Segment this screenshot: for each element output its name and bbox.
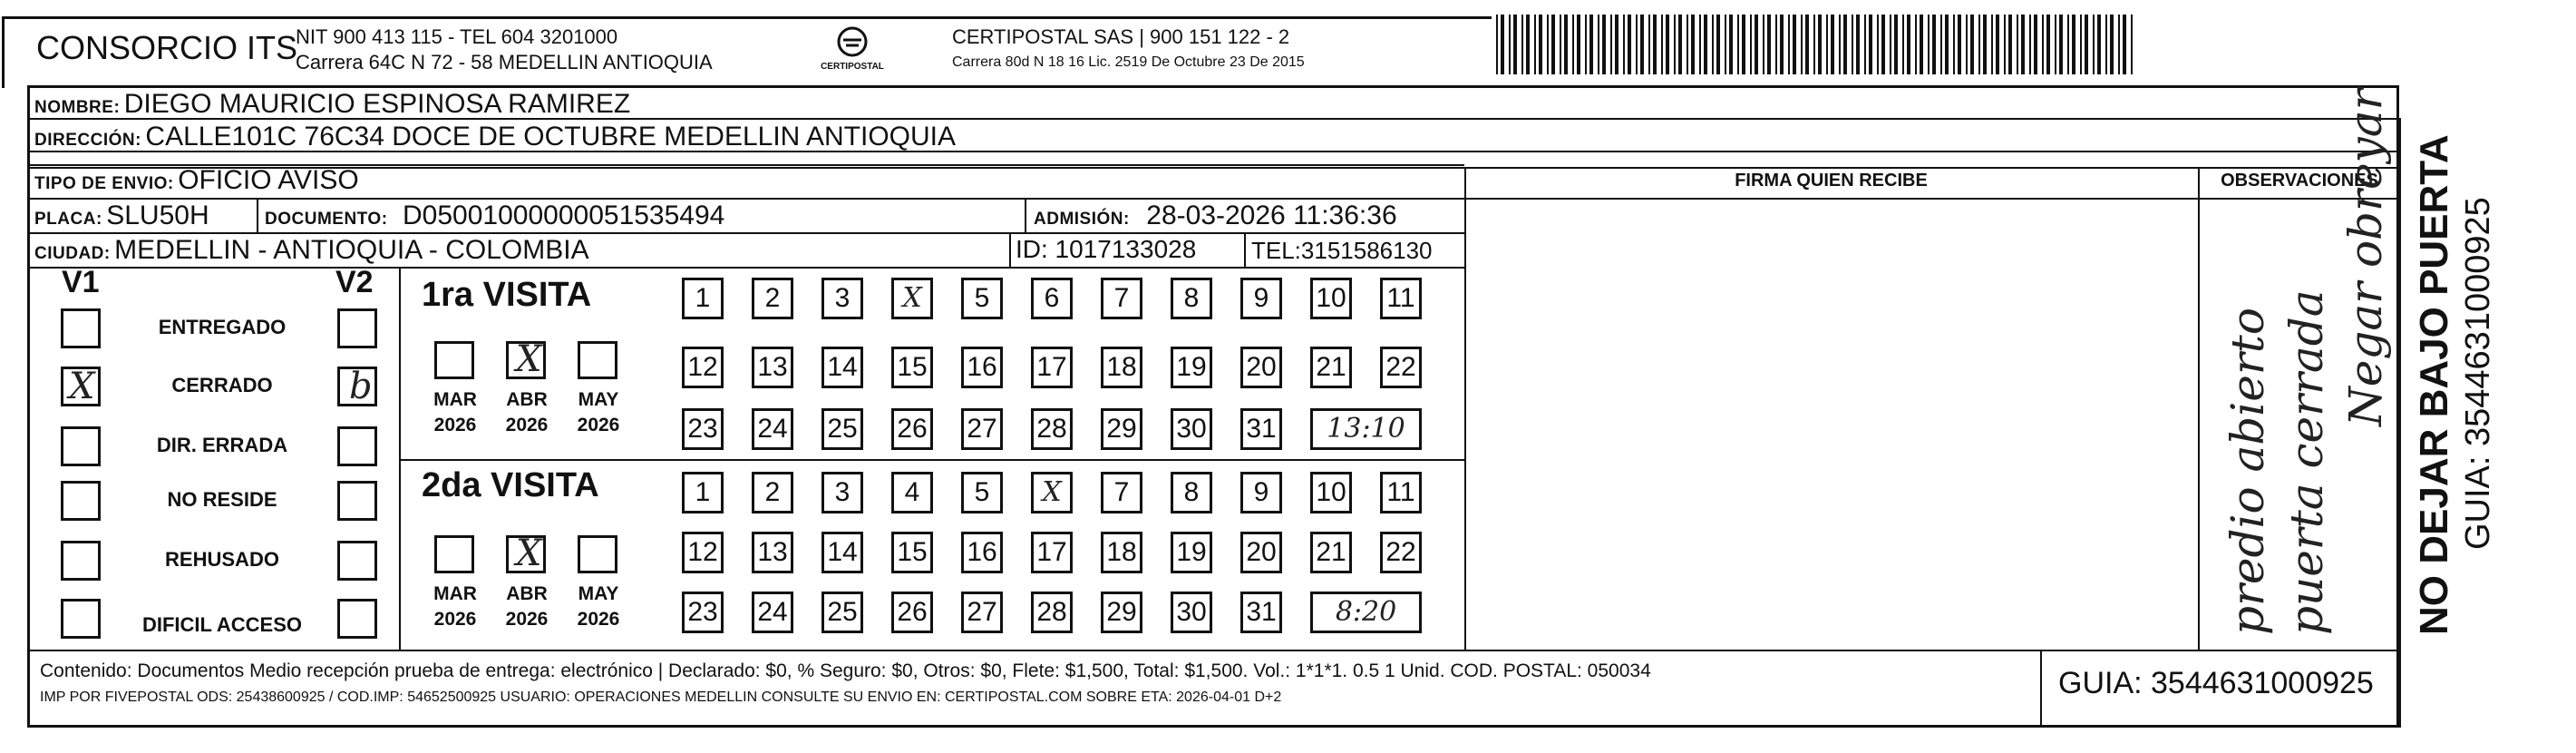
v1-checkbox[interactable] [61,599,101,639]
first-visit-day-box[interactable]: 3 [821,278,863,319]
tel-value: TEL:3151586130 [1251,237,1433,264]
status-label: ENTREGADO [158,316,287,338]
barcode-bar [1602,15,1606,74]
barcode-bar [1564,15,1568,74]
nombre-row [34,89,630,120]
barcode-bar [1509,15,1511,74]
barcode-bar [2059,15,2063,74]
first-visit-month-name: ABR [506,389,548,410]
second-visit-day-box[interactable]: 29 [1101,592,1142,633]
first-visit-day-box[interactable]: 17 [1031,347,1073,388]
barcode-bar [1661,15,1663,74]
first-visit-time-box[interactable]: 13:10 [1310,408,1422,450]
barcode-bar [1496,15,1498,74]
barcode-bar [1666,15,1669,74]
admision-value: 28-03-2026 11:36:36 [1146,200,1397,230]
second-visit-day-box[interactable]: 15 [891,532,933,573]
first-visit-day-box[interactable]: 1 [682,278,724,319]
first-visit-month-checkbox[interactable] [434,341,474,379]
handwriting-line2: puerta cerrada [2280,289,2333,635]
first-visit-month-name: MAY [578,389,619,410]
barcode-bar [1864,15,1866,74]
second-visit-day-box[interactable]: 21 [1310,532,1352,573]
second-visit-day-box[interactable]: 9 [1240,472,1282,513]
handwriting-line1: predio abierto [2221,308,2274,635]
v1-label: V1 [62,265,100,299]
barcode-bar [1729,15,1733,74]
barcode-bar [1801,15,1803,74]
barcode-bar [1623,15,1625,74]
admision-row [1034,200,1397,231]
first-visit-day-box[interactable]: X [891,278,933,319]
barcode-bar [1852,15,1853,74]
second-visit-month-year: 2026 [577,609,620,630]
second-visit-day-box[interactable]: 30 [1171,592,1212,633]
col-line [2399,118,2401,728]
second-visit-day-box[interactable]: 16 [961,532,1003,573]
first-visit-day-box[interactable]: 16 [961,347,1003,388]
handwriting-line3: Negar obreyar [2339,88,2392,426]
barcode-bar [1991,15,1993,74]
barcode-bar [1572,15,1574,74]
first-visit-day-box[interactable]: 27 [961,408,1003,450]
tipo-value: OFICIO AVISO [178,165,359,195]
first-visit-month-checkbox[interactable] [578,341,617,379]
footer-line1: Contenido: Documentos Medio recepción prueba de entrega: electrónico | Declarado: $0, % Seguro: $0, Otros: $0, Flete: $1,500, Total: $1,500. Vol.: 1*1*1. 0.5 1 Unid. COD. POSTAL: 050034 [40,660,1651,681]
first-visit-day-box[interactable]: 10 [1310,278,1352,319]
direccion-label: DIRECCIÓN: [34,131,141,150]
barcode-bar [1966,15,1968,74]
first-visit-day-box[interactable]: 26 [891,408,933,450]
barcode-bar [2085,15,2088,74]
v1-checkbox[interactable] [61,308,101,348]
firma-label: FIRMA QUIEN RECIBE [1735,171,1928,191]
second-visit-day-box[interactable]: 27 [961,592,1003,633]
barcode-bar [2029,15,2031,74]
first-visit-day-box[interactable]: 19 [1171,347,1212,388]
first-visit-day-box[interactable]: 6 [1031,278,1073,319]
second-visit-month-checkbox[interactable] [434,535,474,573]
col-line [257,198,258,232]
row-line [27,267,1464,269]
barcode-bar [1699,15,1701,74]
barcode-bar [1687,15,1688,74]
company-nit: NIT 900 413 115 - TEL 604 3201000 [296,25,618,48]
barcode-bar [1983,15,1987,74]
barcode-bar [2055,15,2056,74]
barcode-bar [1958,15,1961,74]
barcode-bar [1648,15,1650,74]
barcode-bar [2118,15,2120,74]
footer-line2: IMP POR FIVEPOSTAL ODS: 25438600925 / COD.IMP: 54652500925 USUARIO: OPERACIONES MEDELLIN CONSULTE SU ENVIO EN: CERTIPOSTAL.COM SOBRE ETA: 2026-04-01 D+2 [40,689,1282,705]
second-visit-day-box[interactable]: 25 [821,592,863,633]
second-visit-day-box[interactable]: 8 [1171,472,1212,513]
first-visit-month-mark: X [516,338,542,380]
ciudad-label: CIUDAD: [34,244,111,263]
second-visit-day-box[interactable]: 4 [891,472,933,513]
v1-checkbox[interactable] [61,481,101,521]
second-visit-day-box[interactable]: 19 [1171,532,1212,573]
barcode-bar [2008,15,2012,74]
first-visit-day-box[interactable]: 23 [682,408,724,450]
first-visit-day-box[interactable]: 22 [1380,347,1422,388]
col-line [2198,167,2200,650]
barcode-bar [1894,15,1898,74]
tipo-row [34,165,359,196]
barcode-bar [1526,15,1530,74]
direccion-row [34,122,956,152]
id-value: ID: 1017133028 [1016,235,1197,263]
second-visit-day-box[interactable]: X [1031,472,1073,513]
barcode-bar [1750,15,1752,74]
barcode-bar [1805,15,1809,74]
second-visit-month-name: ABR [506,583,548,604]
v2-checkbox[interactable] [337,367,377,406]
barcode-bar [1640,15,1644,74]
v2-label: V2 [335,265,374,299]
barcode-bar [2021,15,2025,74]
barcode [1496,15,2140,74]
barcode-bar [1996,15,1999,74]
v1-checkbox[interactable] [61,541,101,581]
barcode-bar [1610,15,1612,74]
col-line [1009,232,1011,267]
barcode-bar [1881,15,1885,74]
ciudad-value: MEDELLIN - ANTIOQUIA - COLOMBIA [114,235,589,265]
barcode-bar [1869,15,1872,74]
v2-checkbox[interactable] [337,541,377,581]
company-address: Carrera 64C N 72 - 58 MEDELLIN ANTIOQUIA [296,51,713,73]
barcode-bar [2093,15,2095,74]
first-visit-day-box[interactable]: 5 [961,278,1003,319]
v1-checkbox[interactable] [61,367,101,406]
barcode-bar [2046,15,2050,74]
first-visit-day-box[interactable]: 15 [891,347,933,388]
barcode-bar [2042,15,2044,74]
first-visit-day-box[interactable]: 13 [752,347,793,388]
first-visit-day-box[interactable]: 29 [1101,408,1142,450]
v2-mark: b [349,366,373,407]
row-line [399,459,1464,461]
second-visit-title: 2da VISITA [422,466,599,504]
first-visit-month-year: 2026 [577,415,620,435]
second-visit-month-year: 2026 [433,609,477,630]
barcode-icon [1496,15,2140,74]
col-line [1244,232,1246,267]
barcode-bar [1678,15,1682,74]
side-warning: NO DEJAR BAJO PUERTA [2412,134,2456,635]
documento-row [265,200,724,231]
placa-value: SLU50H [106,200,209,230]
v2-checkbox[interactable] [337,308,377,348]
first-visit-day-box[interactable]: 24 [752,408,793,450]
barcode-bar [1978,15,1980,74]
first-visit-month-year: 2026 [433,415,477,435]
first-visit-day-box[interactable]: 9 [1240,278,1282,319]
second-visit-month-mark: X [516,533,542,574]
barcode-bar [2017,15,2018,74]
second-visit-day-box[interactable]: 11 [1380,472,1422,513]
row-line [27,167,2399,169]
barcode-bar [2097,15,2101,74]
first-visit-day-box[interactable]: 7 [1101,278,1142,319]
first-visit-day-box[interactable]: 28 [1031,408,1073,450]
second-visit-day-box[interactable]: 24 [752,592,793,633]
first-visit-month-name: MAR [433,389,477,410]
status-label: DIR. ERRADA [156,434,288,456]
second-visit-day-box[interactable]: 31 [1240,592,1282,633]
barcode-bar [1877,15,1879,74]
barcode-bar [1818,15,1822,74]
first-visit-day-box[interactable]: 21 [1310,347,1352,388]
barcode-bar [1839,15,1841,74]
barcode-bar [1501,15,1504,74]
barcode-bar [1560,15,1561,74]
col-line [1464,167,1466,650]
barcode-bar [1725,15,1726,74]
first-visit-day-box[interactable]: 31 [1240,408,1282,450]
first-visit-day-box[interactable]: 2 [752,278,793,319]
second-visit-day-box[interactable]: 22 [1380,532,1422,573]
second-visit-day-box[interactable]: 23 [682,592,724,633]
barcode-bar [1902,15,1904,74]
barcode-bar [1585,15,1587,74]
barcode-bar [2110,15,2114,74]
barcode-bar [1513,15,1517,74]
barcode-bar [2105,15,2107,74]
side-guia: GUIA: 3544631000925 [2459,197,2497,550]
barcode-bar [1534,15,1536,74]
second-visit-day-box[interactable]: 26 [891,592,933,633]
first-visit-day-box[interactable]: 25 [821,408,863,450]
second-visit-day-box[interactable]: 14 [821,532,863,573]
barcode-bar [1932,15,1936,74]
barcode-bar [1780,15,1784,74]
barcode-bar [1907,15,1910,74]
barcode-bar [1521,15,1523,74]
barcode-bar [2067,15,2069,74]
barcode-bar [1775,15,1777,74]
first-visit-day-box[interactable]: 8 [1171,278,1212,319]
barcode-bar [1674,15,1676,74]
footer-guia: GUIA: 3544631000925 [2058,666,2374,700]
barcode-bar [1920,15,1923,74]
status-label: REHUSADO [165,548,279,571]
v1-checkbox[interactable] [61,426,101,466]
second-visit-day-box[interactable]: 5 [961,472,1003,513]
certipostal-line2: Carrera 80d N 18 16 Lic. 2519 De Octubre 23 De 2015 [952,54,1305,70]
barcode-bar [1890,15,1891,74]
nombre-label: NOMBRE: [34,98,121,117]
barcode-bar [1755,15,1758,74]
barcode-bar [1589,15,1593,74]
second-visit-day-box[interactable]: 7 [1101,472,1142,513]
v2-checkbox[interactable] [337,599,377,639]
barcode-bar [1953,15,1955,74]
barcode-bar [1940,15,1942,74]
barcode-bar [1704,15,1707,74]
second-visit-day-box[interactable]: 1 [682,472,724,513]
second-visit-day-box[interactable]: 10 [1310,472,1352,513]
barcode-bar [1636,15,1638,74]
col-line [1025,198,1026,232]
company-name: CONSORCIO ITS [36,29,298,66]
barcode-bar [1856,15,1860,74]
barcode-bar [1551,15,1555,74]
second-visit-day-box[interactable]: 17 [1031,532,1073,573]
first-visit-day-box[interactable]: 20 [1240,347,1282,388]
barcode-bar [1915,15,1917,74]
barcode-bar [1598,15,1599,74]
admision-label: ADMISIÓN: [1034,210,1130,229]
barcode-bar [1813,15,1815,74]
status-label: NO RESIDE [167,488,277,511]
barcode-bar [1970,15,1974,74]
tipo-label: TIPO DE ENVIO: [34,174,174,193]
barcode-bar [1539,15,1542,74]
second-visit-day-box[interactable]: 20 [1240,532,1282,573]
second-visit-day-box[interactable]: 13 [752,532,793,573]
barcode-bar [1831,15,1834,74]
first-visit-day-box[interactable]: 18 [1101,347,1142,388]
status-label: CERRADO [171,374,273,396]
second-visit-day-box[interactable]: 2 [752,472,793,513]
barcode-bar [2131,15,2133,74]
first-visit-month-year: 2026 [505,415,549,435]
barcode-bar [1628,15,1631,74]
barcode-bar [2034,15,2037,74]
direccion-value: CALLE101C 76C34 DOCE DE OCTUBRE MEDELLIN ANTIOQUIA [145,122,957,152]
barcode-bar [1691,15,1695,74]
second-visit-month-name: MAY [578,583,619,604]
barcode-bar [1826,15,1828,74]
barcode-bar [1615,15,1619,74]
row-line [1464,198,2399,200]
barcode-bar [1653,15,1657,74]
barcode-bar [1788,15,1790,74]
documento-value: D05001000000051535494 [403,200,725,230]
observaciones-label: OBSERVACIONES [2221,171,2378,191]
barcode-bar [1547,15,1549,74]
barcode-bar [1945,15,1949,74]
barcode-bar [1763,15,1764,74]
first-visit-day-box[interactable]: 11 [1380,278,1422,319]
col-line [2040,650,2042,728]
barcode-bar [1737,15,1739,74]
barcode-bar [1843,15,1847,74]
first-visit-day-box[interactable]: 12 [682,347,724,388]
col-line [399,267,401,650]
placa-label: PLACA: [34,210,102,229]
row-line [27,198,1464,200]
barcode-bar [2004,15,2006,74]
second-visit-day-box[interactable]: 28 [1031,592,1073,633]
second-visit-day-box[interactable]: 12 [682,532,724,573]
second-visit-month-checkbox[interactable] [578,535,617,573]
barcode-bar [1716,15,1720,74]
documento-label: DOCUMENTO: [265,210,388,229]
first-visit-month-checkbox[interactable] [506,338,546,380]
barcode-bar [2123,15,2126,74]
status-label: DIFICIL ACCESO [141,613,302,636]
v2-checkbox[interactable] [337,481,377,521]
barcode-bar [1767,15,1771,74]
nombre-value: DIEGO MAURICIO ESPINOSA RAMIREZ [123,89,631,119]
placa-row [34,200,209,231]
barcode-bar [1928,15,1930,74]
certipostal-logo-text: CERTIPOSTAL [821,62,884,72]
barcode-bar [1577,15,1580,74]
barcode-bar [2080,15,2082,74]
second-visit-month-name: MAR [433,583,477,604]
first-visit-day-box[interactable]: 30 [1171,408,1212,450]
v1-mark: X [69,366,95,407]
second-visit-time-box[interactable]: 8:20 [1310,592,1422,633]
first-visit-day-box[interactable]: 14 [821,347,863,388]
second-visit-day-box[interactable]: 18 [1101,532,1142,573]
row-line [27,650,2399,651]
barcode-bar [1793,15,1796,74]
certipostal-line1: CERTIPOSTAL SAS | 900 151 122 - 2 [952,25,1290,48]
row-line [27,232,1464,234]
second-visit-month-year: 2026 [505,609,549,630]
second-visit-month-checkbox[interactable] [506,535,546,573]
first-visit-title: 1ra VISITA [422,276,592,314]
v2-checkbox[interactable] [337,426,377,466]
barcode-bar [1742,15,1745,74]
second-visit-day-box[interactable]: 3 [821,472,863,513]
ciudad-row [34,235,589,266]
barcode-bar [1712,15,1714,74]
barcode-bar [2072,15,2075,74]
certipostal-logo [812,24,893,78]
